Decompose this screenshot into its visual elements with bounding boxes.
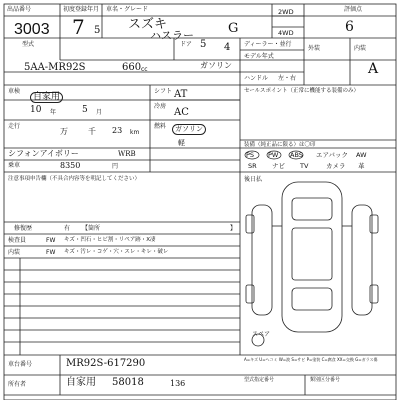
recycle-label: 後日払 bbox=[244, 176, 263, 183]
inspection-month: 5 bbox=[82, 105, 88, 115]
name-grade-label: 車名・グレード bbox=[106, 6, 149, 13]
equip-airbag: エアバック bbox=[316, 151, 348, 159]
cc-unit: cc bbox=[141, 66, 148, 73]
legend-line: A=キズ U=ヘコミ W=波 S=サビ P=塗装 C=腐食 XX=交換 G=ガラス傷 bbox=[244, 357, 378, 362]
handle-options: 左・右 bbox=[278, 75, 297, 82]
fuel-label: 燃料 bbox=[154, 123, 167, 130]
inspector-label: 検査員 bbox=[8, 237, 27, 244]
door-label: ドア bbox=[180, 41, 192, 48]
inspection-month-unit: 月 bbox=[96, 109, 103, 116]
carry-unit: 円 bbox=[112, 163, 119, 170]
owner-label: 所有者 bbox=[8, 381, 27, 388]
drive-2wd: 2WD bbox=[278, 8, 294, 16]
first-reg-label: 初度登録年月 bbox=[63, 6, 100, 13]
ac-label: 冷房 bbox=[154, 103, 167, 110]
inspector-interior-code: FW bbox=[46, 249, 56, 256]
chassis-label: 車台番号 bbox=[8, 361, 33, 368]
equip-aw: AW bbox=[356, 151, 367, 159]
caution-label: 注意事項申告欄（不具合内容等を明記してください） bbox=[8, 176, 141, 182]
equip-abs: ABS bbox=[290, 151, 303, 159]
door-count: 5 bbox=[200, 39, 207, 50]
color-value: シフォンアイボリー bbox=[8, 149, 79, 158]
inspector-exterior-text: キズ・凹石・ヒビ割・リペア跡・X凄 bbox=[64, 237, 156, 243]
lot-label: 出品番号 bbox=[7, 6, 32, 13]
carry-value: 8350 bbox=[60, 161, 81, 170]
ac-value: AC bbox=[174, 107, 189, 118]
score-label: 評価点 bbox=[344, 6, 363, 13]
fuel-type: ガソリン bbox=[200, 61, 232, 70]
lot-number: 3003 bbox=[14, 21, 50, 38]
equipment-label: 装備（純正品に限る）は〇印 bbox=[244, 142, 316, 148]
mileage-label: 走行 bbox=[8, 123, 21, 130]
mileage-sen: 千 bbox=[88, 127, 96, 136]
equip-tv: TV bbox=[300, 162, 309, 170]
drive-4wd: 4WD bbox=[278, 29, 294, 37]
chassis-value: MR92S-617290 bbox=[66, 358, 146, 369]
color-code: WRB bbox=[118, 150, 136, 158]
mileage-value: 23 bbox=[112, 126, 123, 135]
model-year-label: モデル年式 bbox=[244, 53, 274, 60]
equip-sr: SR bbox=[248, 162, 257, 170]
inspection-value: 自家用 bbox=[30, 92, 63, 103]
shift-value: AT bbox=[174, 89, 188, 100]
maker: スズキ bbox=[128, 17, 168, 32]
odometer-unit: 136 bbox=[170, 379, 186, 388]
equip-leather: 革 bbox=[358, 162, 365, 170]
fuel-light: 軽 bbox=[178, 139, 185, 147]
displacement: 660 bbox=[122, 62, 142, 73]
grade: G bbox=[228, 21, 239, 36]
owner-value: 自家用 bbox=[66, 377, 96, 388]
equip-camera: カメラ bbox=[326, 162, 346, 170]
shift-label: シフト bbox=[154, 88, 173, 95]
handle-label: ハンドル bbox=[244, 75, 269, 82]
history-label: 修復歴 bbox=[14, 225, 33, 232]
dealer-label: ディーラー・並行 bbox=[244, 41, 292, 48]
history-bracket-close: 】 bbox=[230, 225, 237, 232]
reg-year: 7 bbox=[72, 15, 85, 39]
model-name: ハスラー bbox=[150, 29, 194, 42]
model-code: 5AA-MR92S bbox=[24, 62, 86, 73]
equip-pw: PW bbox=[268, 151, 279, 159]
inspection-label: 車検 bbox=[8, 88, 21, 95]
mileage-unit: km bbox=[130, 129, 140, 136]
carry-label: 乗車 bbox=[8, 162, 21, 169]
sales-point-label: セールスポイント（正常に機能する装備のみ） bbox=[244, 88, 360, 94]
fuel-value: ガソリン bbox=[172, 124, 206, 135]
inspector-exterior-code: FW bbox=[46, 237, 56, 244]
interior-label: 内装 bbox=[354, 45, 367, 52]
footer-right-label: 類別区分番号 bbox=[310, 377, 341, 383]
inspection-year: 10 bbox=[30, 105, 42, 115]
interior-value: A bbox=[368, 61, 379, 77]
reg-month: 5 bbox=[94, 25, 101, 36]
history-value: 有 bbox=[64, 225, 71, 232]
spare-label: スペア bbox=[252, 331, 271, 338]
exterior-label: 外装 bbox=[308, 45, 321, 52]
score-value: 6 bbox=[345, 19, 354, 35]
mileage-man: 万 bbox=[60, 127, 68, 136]
inspector-interior-text: キズ・汚レ・コゲ・穴・スレ・キレ・破レ bbox=[64, 249, 169, 255]
seat-count: 4 bbox=[224, 42, 231, 53]
equip-ps: PS bbox=[246, 151, 255, 159]
history-bracket: 【箇所 bbox=[82, 225, 101, 232]
inspection-year-unit: 年 bbox=[50, 109, 57, 116]
model-label: 型式 bbox=[22, 41, 35, 48]
odometer-value: 58018 bbox=[112, 377, 144, 388]
equip-navi: ナビ bbox=[272, 162, 285, 170]
inspector-interior-label: 内装 bbox=[8, 249, 21, 256]
footer-left-label: 型式指定番号 bbox=[244, 377, 275, 383]
